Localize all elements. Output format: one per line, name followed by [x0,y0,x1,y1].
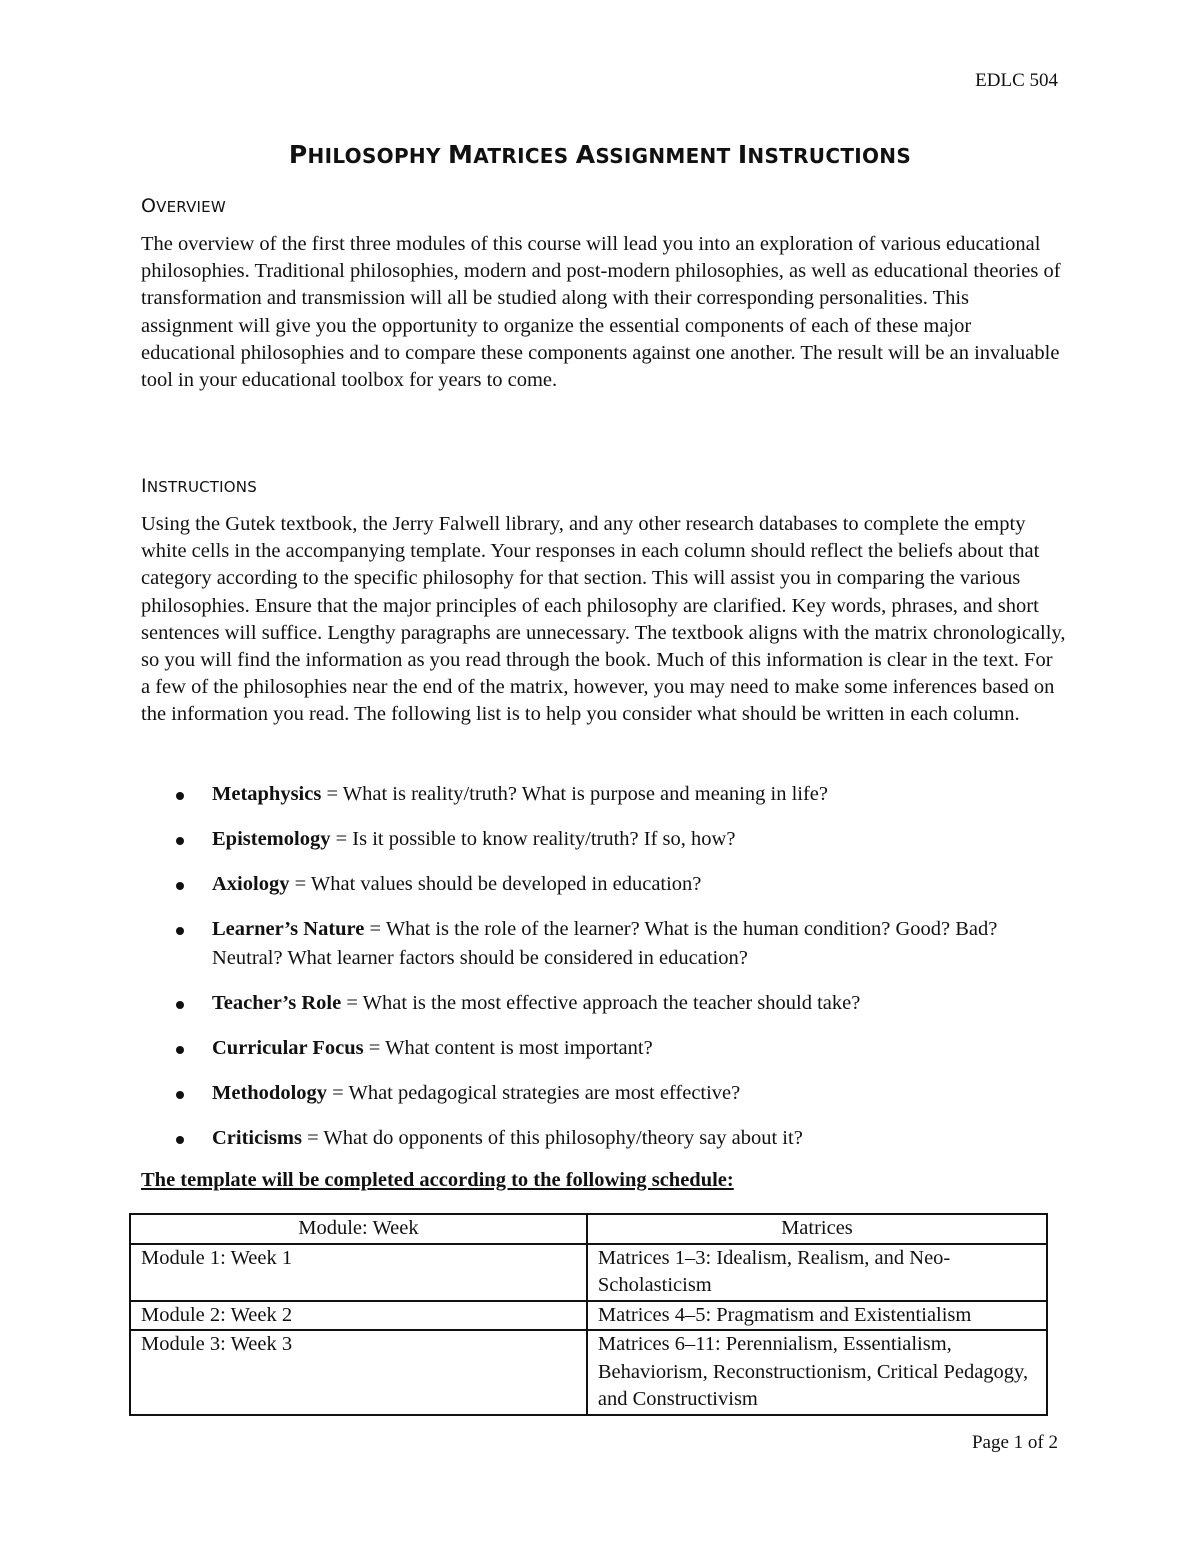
overview-heading [141,195,226,217]
item-term: Methodology [212,1082,328,1104]
title-word2-rest: ATRICES [473,144,569,168]
title-word3-initial: A [575,140,596,169]
overview-heading-initial: O [141,195,157,217]
item-term: Teacher’s Role [212,992,342,1014]
table-cell: Module 3: Week 3 [130,1330,587,1415]
list-item [141,825,1066,854]
list-item [141,780,1066,809]
table-cell: Matrices 1–3: Idealism, Realism, and Neo-Scholasticism [587,1244,1047,1301]
bullet-icon [176,1001,184,1009]
title-word1-rest: HILOSOPHY [307,144,441,168]
table-row [130,1244,1047,1301]
bullet-icon [176,927,184,935]
list-item [141,870,1066,899]
schedule-heading: The template will be completed according to the following schedule: [141,1169,734,1191]
column-header: Module: Week [130,1214,587,1244]
bullet-icon [176,792,184,800]
title-word3-rest: SSIGNMENT [595,144,731,168]
list-item [141,1034,1066,1063]
table-header-row [130,1214,1047,1244]
table-cell: Matrices 4–5: Pragmatism and Existentialism [587,1301,1047,1331]
page-title [0,140,1200,169]
schedule-table [129,1213,1048,1416]
item-term: Learner’s Nature [212,918,365,940]
list-item [141,989,1066,1018]
item-term: Axiology [212,873,290,895]
table-cell: Matrices 6–11: Perennialism, Essentialism, Behaviorism, Reconstructionism, Critical Pedagogy, and Constructivism [587,1330,1047,1415]
item-desc: = What content is most important? [363,1037,653,1059]
list-item [141,915,1066,973]
list-item [141,1124,1066,1153]
instructions-paragraph: Using the Gutek textbook, the Jerry Falwell library, and any other research databases to complete the empty white cells in the accompanying template. Your responses in each column should reflect the beliefs about that category according to the specific philosophy for that section. This will assist you in comparing the various philosophies. Ensure that the major principles of each philosophy are clarified. Key words, phrases, and short sentences will suffice. Lengthy paragraphs are unnecessary. The textbook aligns with the matrix chronologically, so you will find the information as you read through the book. Much of this information is clear in the text. For a few of the philosophies near the end of the matrix, however, you may need to make some inferences based on the information you read. The following list is to help you consider what should be written in each column. [141,513,1066,726]
item-desc: = What is the role of the learner? What is the human condition? Good? Bad? Neutral? What learner factors should be considered in education? [212,918,998,969]
table-row [130,1330,1047,1415]
item-desc: = Is it possible to know reality/truth? If so, how? [330,828,736,850]
bullet-icon [176,1091,184,1099]
list-item [141,1079,1066,1108]
item-term: Metaphysics [212,783,322,805]
title-word4-initial: I [737,140,748,169]
item-desc: = What pedagogical strategies are most effective? [327,1082,741,1104]
table-cell: Module 1: Week 1 [130,1244,587,1301]
overview-heading-rest: VERVIEW [156,198,226,216]
instructions-heading [141,475,257,497]
table-row [130,1301,1047,1331]
title-word2-initial: M [448,140,474,169]
item-desc: = What values should be developed in education? [289,873,702,895]
item-desc: = What is the most effective approach the teacher should take? [341,992,861,1014]
bullet-icon [176,882,184,890]
item-term: Criticisms [212,1127,302,1149]
bullet-icon [176,1136,184,1144]
item-term: Epistemology [212,828,331,850]
table-cell: Module 2: Week 2 [130,1301,587,1331]
page-number: Page 1 of 2 [971,1432,1058,1453]
item-term: Curricular Focus [212,1037,364,1059]
column-header: Matrices [587,1214,1047,1244]
bullet-icon [176,1046,184,1054]
course-code: EDLC 504 [975,70,1058,91]
bullet-icon [176,837,184,845]
item-desc: = What is reality/truth? What is purpose and meaning in life? [321,783,828,805]
item-desc: = What do opponents of this philosophy/theory say about it? [301,1127,803,1149]
instructions-heading-rest: NSTRUCTIONS [146,478,257,496]
title-word1-initial: P [288,140,308,169]
overview-paragraph: The overview of the first three modules of this course will lead you into an exploration of various educational philosophies. Traditional philosophies, modern and post-modern philosophies, as well as educational theories of transformation and transmission will all be studied along with their corresponding personalities. This assignment will give you the opportunity to organize the essential components of each of these major educational philosophies and to compare these components against one another. The result will be an invaluable tool in your educational toolbox for years to come. [141,233,1061,392]
title-word4-rest: NSTRUCTIONS [747,144,912,168]
category-list [141,780,1066,1169]
instructions-heading-initial: I [141,475,147,497]
